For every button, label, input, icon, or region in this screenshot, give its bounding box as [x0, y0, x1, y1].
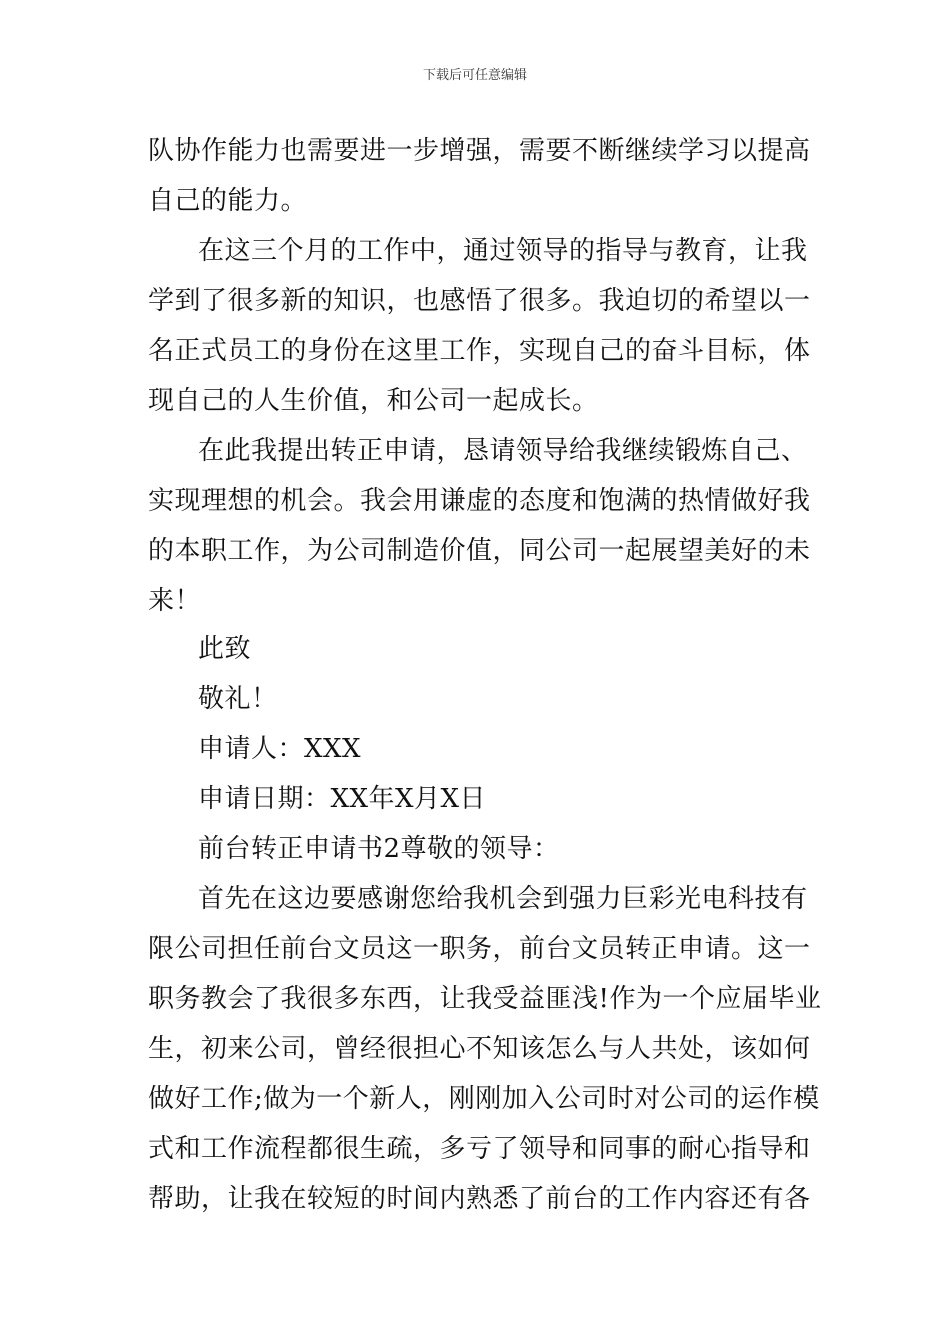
text-line: 队协作能力也需要进一步增强，需要不断继续学习以提高	[148, 136, 811, 166]
text-line: 在这三个月的工作中，通过领导的指导与教育，让我	[198, 236, 808, 266]
text-line: 职务教会了我很多东西，让我受益匪浅!作为一个应届毕业	[148, 984, 822, 1014]
text-line: 名正式员工的身份在这里工作，实现自己的奋斗目标，体	[148, 336, 811, 366]
text-line: 现自己的人生价值，和公司一起成长。	[148, 386, 599, 416]
text-line: 自己的能力。	[148, 186, 308, 216]
text-line: 的本职工作，为公司制造价值，同公司一起展望美好的未	[148, 536, 811, 566]
text-line: 做好工作;做为一个新人，刚刚加入公司时对公司的运作模	[148, 1084, 820, 1114]
text-line: 在此我提出转正申请，恳请领导给我继续锻炼自己、	[198, 436, 808, 466]
text-line: 实现理想的机会。我会用谦虚的态度和饱满的热情做好我	[148, 486, 811, 516]
text-line: 限公司担任前台文员这一职务，前台文员转正申请。这一	[148, 934, 811, 964]
applicant-line: 申请人：XXX	[198, 734, 362, 764]
text-line: 首先在这边要感谢您给我机会到强力巨彩光电科技有	[198, 884, 808, 914]
text-line: 式和工作流程都很生疏，多亏了领导和同事的耐心指导和	[148, 1134, 811, 1164]
text-line: 学到了很多新的知识，也感悟了很多。我迫切的希望以一	[148, 286, 811, 316]
salutation-line: 此致	[198, 634, 252, 664]
text-line: 来！	[148, 586, 202, 616]
section-title-line: 前台转正申请书2尊敬的领导：	[198, 834, 560, 864]
header-note: 下载后可任意编辑	[422, 68, 527, 83]
text-line: 生，初来公司，曾经很担心不知该怎么与人共处，该如何	[148, 1034, 811, 1064]
text-line: 帮助，让我在较短的时间内熟悉了前台的工作内容还有各	[148, 1184, 811, 1214]
salutation-line: 敬礼！	[198, 684, 278, 714]
date-line: 申请日期：XX年X月X日	[198, 784, 487, 814]
